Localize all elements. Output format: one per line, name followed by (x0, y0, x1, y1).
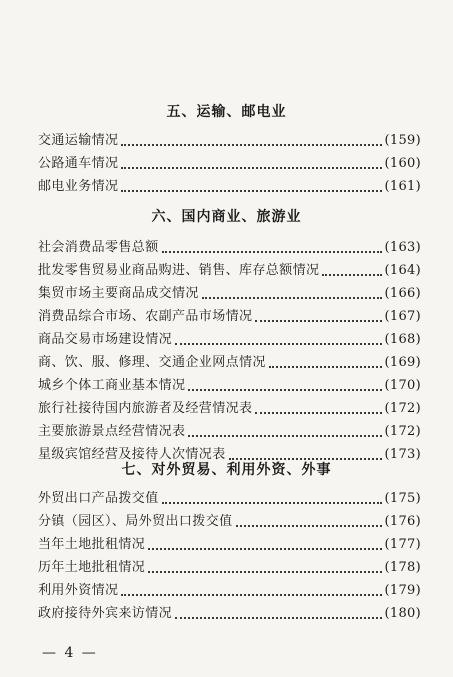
toc-entry-title: 邮电业务情况 (38, 179, 119, 194)
toc-entry-page: (167) (384, 309, 421, 324)
toc-entry-page: (168) (384, 332, 421, 347)
section-heading-domestic-commerce-tourism: 六、国内商业、旅游业 (151, 209, 302, 225)
toc-entry-title: 星级宾馆经营及接待人次情况表 (38, 447, 226, 462)
dot-leader (188, 389, 381, 391)
toc-entry[interactable] (38, 489, 421, 509)
toc-entry-page: (163) (384, 240, 421, 255)
dot-leader (121, 594, 381, 596)
dot-leader (175, 343, 382, 345)
toc-entry-title: 批发零售贸易业商品购进、销售、库存总额情况 (38, 263, 320, 278)
toc-entry[interactable] (38, 512, 421, 532)
toc-entry-page: (161) (384, 179, 421, 194)
toc-entry[interactable] (38, 581, 421, 601)
toc-entry-title: 城乡个体工商业基本情况 (38, 378, 186, 393)
section-heading-transport-post: 五、运输、邮电业 (166, 104, 287, 120)
toc-entry-page: (169) (384, 355, 421, 370)
dot-leader (162, 502, 382, 504)
toc-entry-title: 主要旅游景点经营情况表 (38, 424, 186, 439)
dot-leader (162, 251, 382, 253)
toc-entry[interactable] (38, 422, 421, 442)
dot-leader (121, 190, 381, 192)
toc-entry-title: 利用外资情况 (38, 583, 119, 598)
dot-leader (236, 525, 382, 527)
toc-entry-title: 旅行社接待国内旅游者及经营情况表 (38, 401, 253, 416)
toc-entry-title: 政府接待外宾来访情况 (38, 606, 173, 621)
toc-entry-page: (175) (384, 491, 421, 506)
toc-entry-page: (177) (384, 537, 421, 552)
toc-entry-page: (176) (384, 514, 421, 529)
toc-entry-title: 历年土地批租情况 (38, 560, 146, 575)
toc-entry[interactable] (38, 284, 421, 304)
toc-entry-page: (160) (384, 156, 421, 171)
toc-entry-page: (180) (384, 606, 421, 621)
toc-entry[interactable] (38, 399, 421, 419)
dot-leader (322, 274, 381, 276)
toc-entry[interactable] (38, 238, 421, 258)
toc-entry[interactable] (38, 131, 421, 151)
toc-entry[interactable] (38, 307, 421, 327)
section-heading-foreign-trade: 七、对外贸易、利用外资、外事 (121, 462, 332, 478)
toc-entry[interactable] (38, 177, 421, 197)
toc-entry[interactable] (38, 558, 421, 578)
dot-leader (255, 412, 381, 414)
toc-entry-title: 分镇（园区）、局外贸出口拨交值 (38, 514, 233, 529)
toc-entry[interactable] (38, 604, 421, 624)
dot-leader (269, 366, 382, 368)
toc-entry-title: 外贸出口产品拨交值 (38, 491, 159, 506)
toc-entry-page: (170) (384, 378, 421, 393)
toc-entry-page: (173) (384, 447, 421, 462)
dot-leader (148, 548, 381, 550)
toc-entry-page: (166) (384, 286, 421, 301)
dot-leader (202, 297, 382, 299)
toc-entry-title: 交通运输情况 (38, 133, 119, 148)
toc-entry-page: (164) (384, 263, 421, 278)
dot-leader (175, 617, 382, 619)
dot-leader (121, 167, 381, 169)
toc-entry-title: 集贸市场主要商品成交情况 (38, 286, 199, 301)
toc-entry-title: 当年土地批租情况 (38, 537, 146, 552)
toc-entry[interactable] (38, 330, 421, 350)
toc-entry-title: 公路通车情况 (38, 156, 119, 171)
toc-entry-title: 商品交易市场建设情况 (38, 332, 173, 347)
toc-entry-title: 消费品综合市场、农副产品市场情况 (38, 309, 253, 324)
toc-entry-page: (178) (384, 560, 421, 575)
toc-entry-page: (172) (384, 401, 421, 416)
page-number: — 4 — (42, 645, 98, 661)
dot-leader (188, 435, 381, 437)
dot-leader (121, 144, 381, 146)
toc-entry-title: 社会消费品零售总额 (38, 240, 159, 255)
toc-entry-page: (172) (384, 424, 421, 439)
toc-entry-title: 商、饮、服、修理、交通企业网点情况 (38, 355, 266, 370)
toc-entry[interactable] (38, 353, 421, 373)
dot-leader (255, 320, 381, 322)
dot-leader (229, 458, 382, 460)
toc-entry[interactable] (38, 154, 421, 174)
dot-leader (148, 571, 381, 573)
toc-entry-page: (179) (384, 583, 421, 598)
toc-entry[interactable] (38, 535, 421, 555)
toc-entry[interactable] (38, 261, 421, 281)
toc-entry-page: (159) (384, 133, 421, 148)
toc-entry[interactable] (38, 376, 421, 396)
